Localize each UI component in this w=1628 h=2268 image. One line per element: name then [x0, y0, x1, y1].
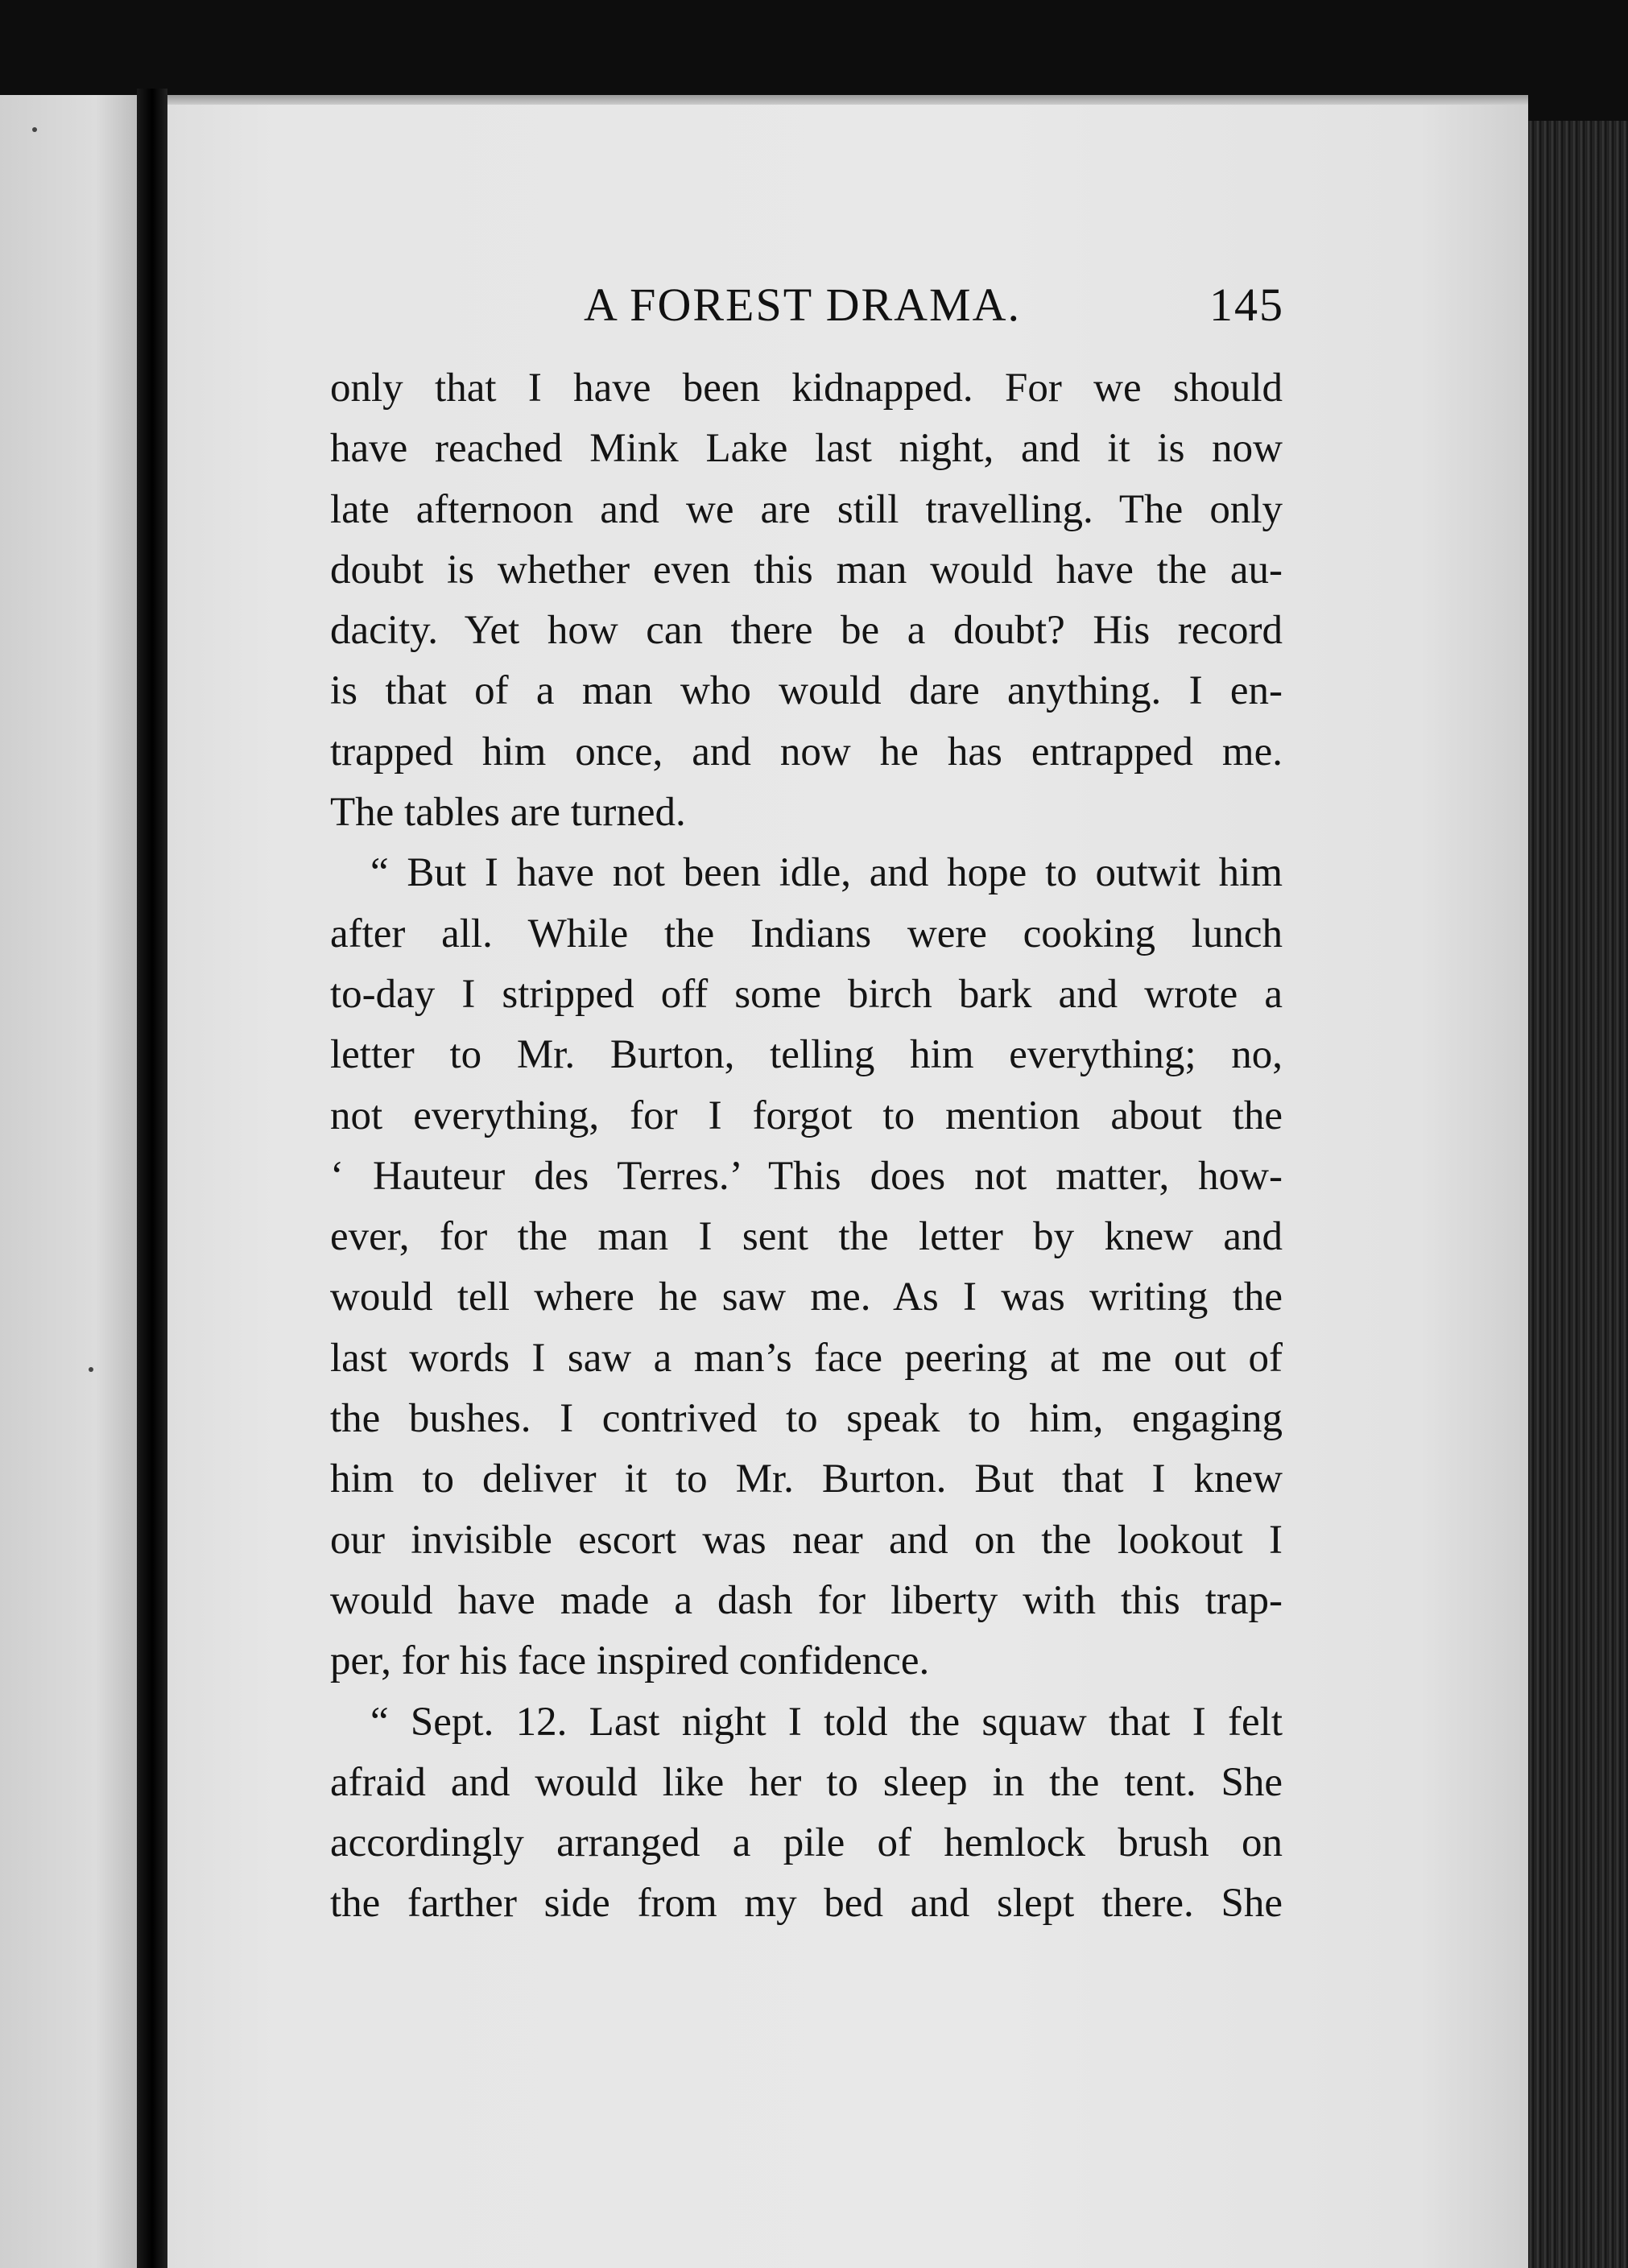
text-line: the farther side from my bed and slept there. She [330, 1881, 1283, 1927]
text-line: last words I saw a man’s face peering at me out of [330, 1335, 1283, 1381]
text-line: ‘ Hauteur des Terres.’ This does not matter, how- [330, 1153, 1283, 1199]
text-line: per, for his face inspired confidence. [330, 1638, 930, 1684]
text-line: doubt is whether even this man would have the au- [330, 547, 1283, 593]
text-line: accordingly arranged a pile of hemlock brush on [330, 1820, 1283, 1866]
text-line: ever, for the man I sent the letter by knew and [330, 1214, 1283, 1260]
running-title: A FOREST DRAMA. [584, 279, 1021, 331]
text-line: the bushes. I contrived to speak to him, engaging [330, 1396, 1283, 1442]
text-line: our invisible escort was near and on the lookout I [330, 1517, 1283, 1563]
speck [89, 1367, 93, 1372]
page-stack-edge [1528, 121, 1628, 2268]
text-line: have reached Mink Lake last night, and it is now [330, 426, 1283, 472]
speck [32, 127, 37, 132]
text-line: The tables are turned. [330, 790, 686, 836]
text-line: late afternoon and we are still travelling. The only [330, 486, 1283, 532]
text-line: is that of a man who would dare anything. I en- [330, 668, 1283, 714]
text-line: to-day I stripped off some birch bark and wrote a [330, 971, 1283, 1017]
text-line: “ Sept. 12. Last night I told the squaw that I felt [370, 1699, 1283, 1745]
text-line: after all. While the Indians were cooking lunch [330, 911, 1283, 956]
text-line: dacity. Yet how can there be a doubt? His record [330, 608, 1283, 654]
text-line: him to deliver it to Mr. Burton. But that I knew [330, 1456, 1283, 1502]
running-head [322, 278, 1284, 342]
facing-page-edge [0, 95, 137, 2268]
text-line: not everything, for I forgot to mention about the [330, 1093, 1283, 1138]
body-text [330, 358, 1283, 1935]
text-line: “ But I have not been idle, and hope to outwit him [370, 850, 1283, 896]
text-line: afraid and would like her to sleep in the tent. She [330, 1759, 1283, 1805]
text-line: letter to Mr. Burton, telling him everything; no, [330, 1032, 1283, 1078]
book-gutter [137, 89, 167, 2268]
text-line: would have made a dash for liberty with this trap- [330, 1577, 1283, 1623]
text-line: trapped him once, and now he has entrapped me. [330, 729, 1283, 775]
text-line: would tell where he saw me. As I was writing the [330, 1274, 1283, 1320]
page-number: 145 [1209, 279, 1284, 331]
text-line: only that I have been kidnapped. For we should [330, 366, 1283, 411]
